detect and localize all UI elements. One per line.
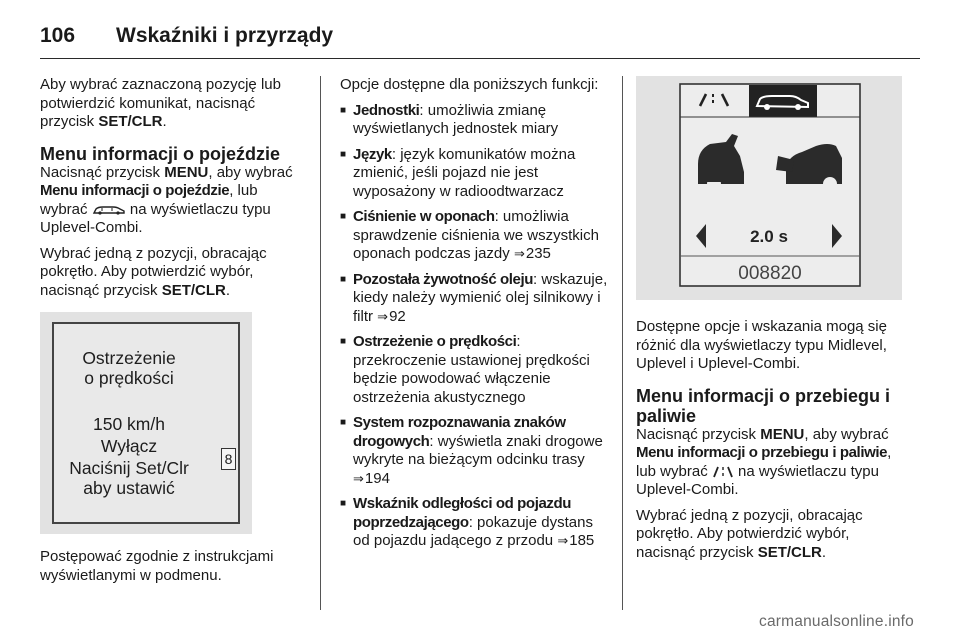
paragraph-follow-instructions: Postępować zgodnie z instrukcjami wyświetlanymi w podmenu. — [40, 548, 274, 584]
display-screen — [52, 322, 240, 524]
figure-badge: 8 — [221, 448, 236, 470]
display-odometer: 008820 — [738, 263, 802, 284]
section-heading-vehicle-info: Menu informacji o pojeździe — [40, 143, 281, 164]
list-item: ■ System rozpoznawania znaków drogowych: wyświetla znaki drogowe wykryte na bieżącym odcinku trasy ⇒ 194 — [340, 414, 612, 488]
option-term: Język — [353, 145, 392, 163]
options-intro: Opcje dostępne dla poniższych funkcji: — [340, 76, 599, 93]
list-item: ■ Wskaźnik odległości od pojazdu poprzedzającego: pokazuje dystans od pojazdu jadącego z przodu ⇒ 185 — [340, 495, 612, 551]
page-reference[interactable]: ⇒ 185 — [557, 532, 594, 549]
display-line-press: Naciśnij Set/Clr — [69, 458, 189, 478]
key-menu: MENU — [760, 425, 805, 443]
option-term: Ostrzeżenie o prędkości — [353, 333, 517, 350]
option-term: Jednostki — [353, 101, 420, 119]
option-term: System rozpoznawania znaków drogowych — [353, 414, 566, 450]
section-heading-trip-fuel: Menu informacji o przebiegu i paliwie — [636, 385, 891, 426]
options-list — [340, 102, 612, 551]
list-item: ■ Ostrzeżenie o prędkości: przekroczenie ustawionej prędkości będzie powodować włączenie ostrzeżenia akustycznego — [340, 333, 612, 407]
key-set-clr: SET/CLR — [98, 113, 163, 130]
watermark: carmanualsonline.info — [759, 613, 914, 630]
menu-item-trip-fuel: Menu informacji o przebiegu i paliwie — [636, 444, 888, 461]
menu-item-vehicle-info: Menu informacji o pojeździe — [40, 182, 230, 199]
display-time-value: 2.0 s — [750, 227, 788, 246]
page-reference[interactable]: ⇒ 92 — [377, 308, 406, 325]
display-line-limit: 150 km/h — [93, 414, 165, 434]
list-item: ■ Ciśnienie w oponach: umożliwia sprawdzenie ciśnienia we wszystkich oponach podczas jazdy ⇒ 235 — [340, 208, 612, 264]
figure-speed-warning-display — [40, 312, 252, 534]
page-number: 106 — [40, 24, 76, 47]
display-line-speed: o prędkości — [84, 368, 174, 388]
key-set-clr: SET/CLR — [161, 281, 226, 299]
page-reference[interactable]: ⇒ 194 — [353, 470, 390, 487]
column-right — [636, 76, 906, 569]
page-header — [40, 14, 920, 59]
column-left — [40, 76, 308, 592]
column-middle — [340, 76, 612, 558]
display-line-set: aby ustawić — [83, 478, 175, 498]
paragraph-display-variants: Dostępne opcje i wskazania mogą się różnić dla wyświetlaczy typu Midlevel, Uplevel i Uplevel-Combi. — [636, 318, 887, 372]
page-reference[interactable]: ⇒ 235 — [514, 245, 551, 262]
car-icon — [92, 205, 126, 215]
intro-paragraph: Aby wybrać zaznaczoną pozycję lub potwierdzić komunikat, nacisnąć przycisk SET/CLR. — [40, 76, 281, 130]
road-lanes-icon — [712, 466, 734, 478]
chapter-title: Wskaźniki i przyrządy — [116, 24, 334, 47]
option-term: Pozostała żywotność oleju — [353, 270, 534, 288]
column-divider — [320, 76, 321, 610]
list-item: ■ Pozostała żywotność oleju: wskazuje, kiedy należy wymienić olej silnikowy i filtr ⇒ 92 — [340, 271, 612, 327]
column-divider — [622, 76, 623, 610]
key-set-clr: SET/CLR — [757, 543, 822, 561]
option-term: Ciśnienie w oponach — [353, 208, 495, 225]
display-line-warning: Ostrzeżenie — [82, 348, 176, 368]
figure-uplevel-combi-display — [636, 76, 902, 300]
paragraph-select-confirm: Wybrać jedną z pozycji, obracając pokrętło. Aby potwierdzić wybór, nacisnąć przycisk SET/CLR. — [636, 506, 863, 561]
display-line-off: Wyłącz — [100, 436, 158, 456]
paragraph-select-confirm: Wybrać jedną z pozycji, obracając pokrętło. Aby potwierdzić wybór, nacisnąć przycisk SET/CLR. — [40, 244, 267, 299]
paragraph-trip-menu: Nacisnąć przycisk MENU, aby wybrać Menu informacji o przebiegu i paliwie, lub wybrać na wyświetlaczu typu Uplevel-Combi. — [636, 425, 892, 498]
list-item: ■ Jednostki: umożliwia zmianę wyświetlanych jednostek miary — [340, 102, 612, 139]
list-item: ■ Język: język komunikatów można zmienić, jeśli pojazd nie jest wyposażony w radioodtwarzacz — [340, 146, 612, 202]
display-graphic — [636, 76, 902, 300]
paragraph-vehicle-menu: Nacisnąć przycisk MENU, aby wybrać Menu informacji o pojeździe, lub wybrać na wyświetlaczu typu Uplevel-Combi. — [40, 163, 293, 236]
key-menu: MENU — [164, 163, 209, 181]
option-term: Wskaźnik odległości od pojazdu poprzedzającego — [353, 495, 572, 531]
